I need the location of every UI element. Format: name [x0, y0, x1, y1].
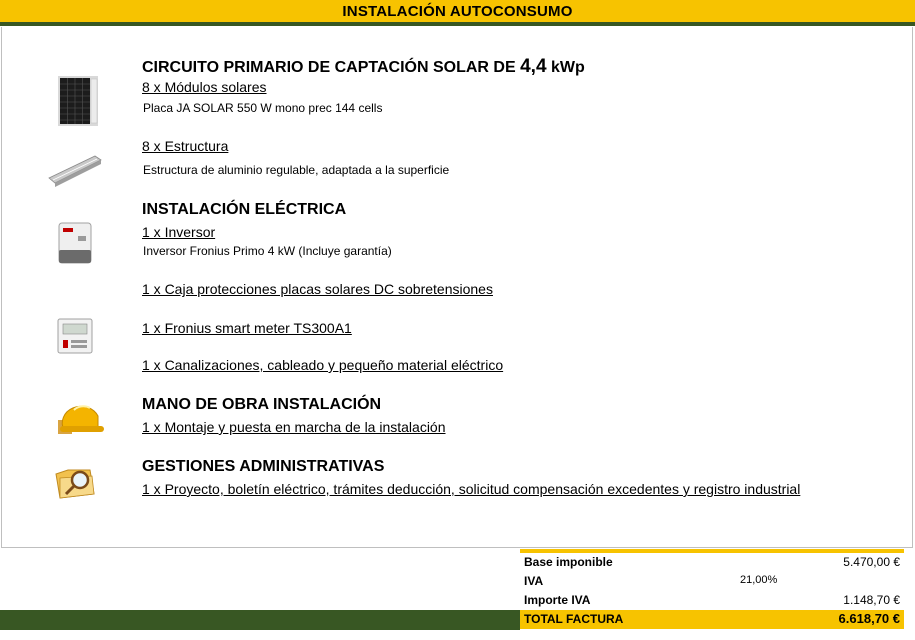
value-iva-rate: 21,00% [740, 574, 778, 586]
totals-table [520, 553, 904, 631]
label-iva-amount: Importe IVA [524, 593, 591, 607]
row-iva-amount [520, 591, 904, 610]
row-iva [520, 572, 904, 591]
value-base: 5.470,00 € [843, 555, 900, 569]
item-paperwork: 1 x Proyecto, boletín eléctrico, trámites deducción, solicitud compensación excedentes y registro industrial [142, 481, 801, 497]
item-structure: 8 x Estructura [142, 138, 229, 154]
footer-green-bar [0, 610, 520, 630]
smart-meter-icon [57, 318, 93, 359]
item-smart-meter: 1 x Fronius smart meter TS300A1 [142, 320, 352, 336]
item-dc-protection-box: 1 x Caja protecciones placas solares DC sobretensiones [142, 281, 493, 297]
section-title-admin: GESTIONES ADMINISTRATIVAS [142, 458, 385, 475]
row-base [520, 553, 904, 572]
title-bar [0, 0, 915, 26]
inverter-icon [58, 222, 92, 269]
label-iva: IVA [524, 574, 544, 588]
section-title-solar: CIRCUITO PRIMARIO DE CAPTACIÓN SOLAR DE 4,4 kWp [142, 56, 585, 77]
desc-solar-modules: Placa JA SOLAR 550 W mono prec 144 cells [143, 101, 383, 115]
item-wiring: 1 x Canalizaciones, cableado y pequeño material eléctrico [142, 357, 504, 373]
item-solar-modules: 8 x Módulos solares [142, 79, 267, 95]
mounting-rail-icon [47, 150, 103, 193]
hard-hat-icon [52, 394, 106, 443]
desc-structure: Estructura de aluminio regulable, adaptada a la superficie [143, 163, 450, 177]
folder-search-icon [52, 460, 98, 507]
value-iva-amount: 1.148,70 € [843, 593, 900, 607]
desc-inverter: Inversor Fronius Primo 4 kW (Incluye garantía) [143, 244, 392, 258]
solar-panel-icon [58, 76, 98, 131]
section-title-electrical: INSTALACIÓN ELÉCTRICA [142, 201, 347, 218]
label-total: TOTAL FACTURA [524, 612, 624, 626]
item-inverter: 1 x Inversor [142, 224, 216, 240]
page-title: INSTALACIÓN AUTOCONSUMO [342, 2, 573, 20]
value-total: 6.618,70 € [838, 611, 900, 626]
row-total [520, 610, 904, 629]
label-base: Base imponible [524, 555, 613, 569]
item-assembly: 1 x Montaje y puesta en marcha de la instalación [142, 419, 446, 435]
section-title-labor: MANO DE OBRA INSTALACIÓN [142, 396, 382, 413]
